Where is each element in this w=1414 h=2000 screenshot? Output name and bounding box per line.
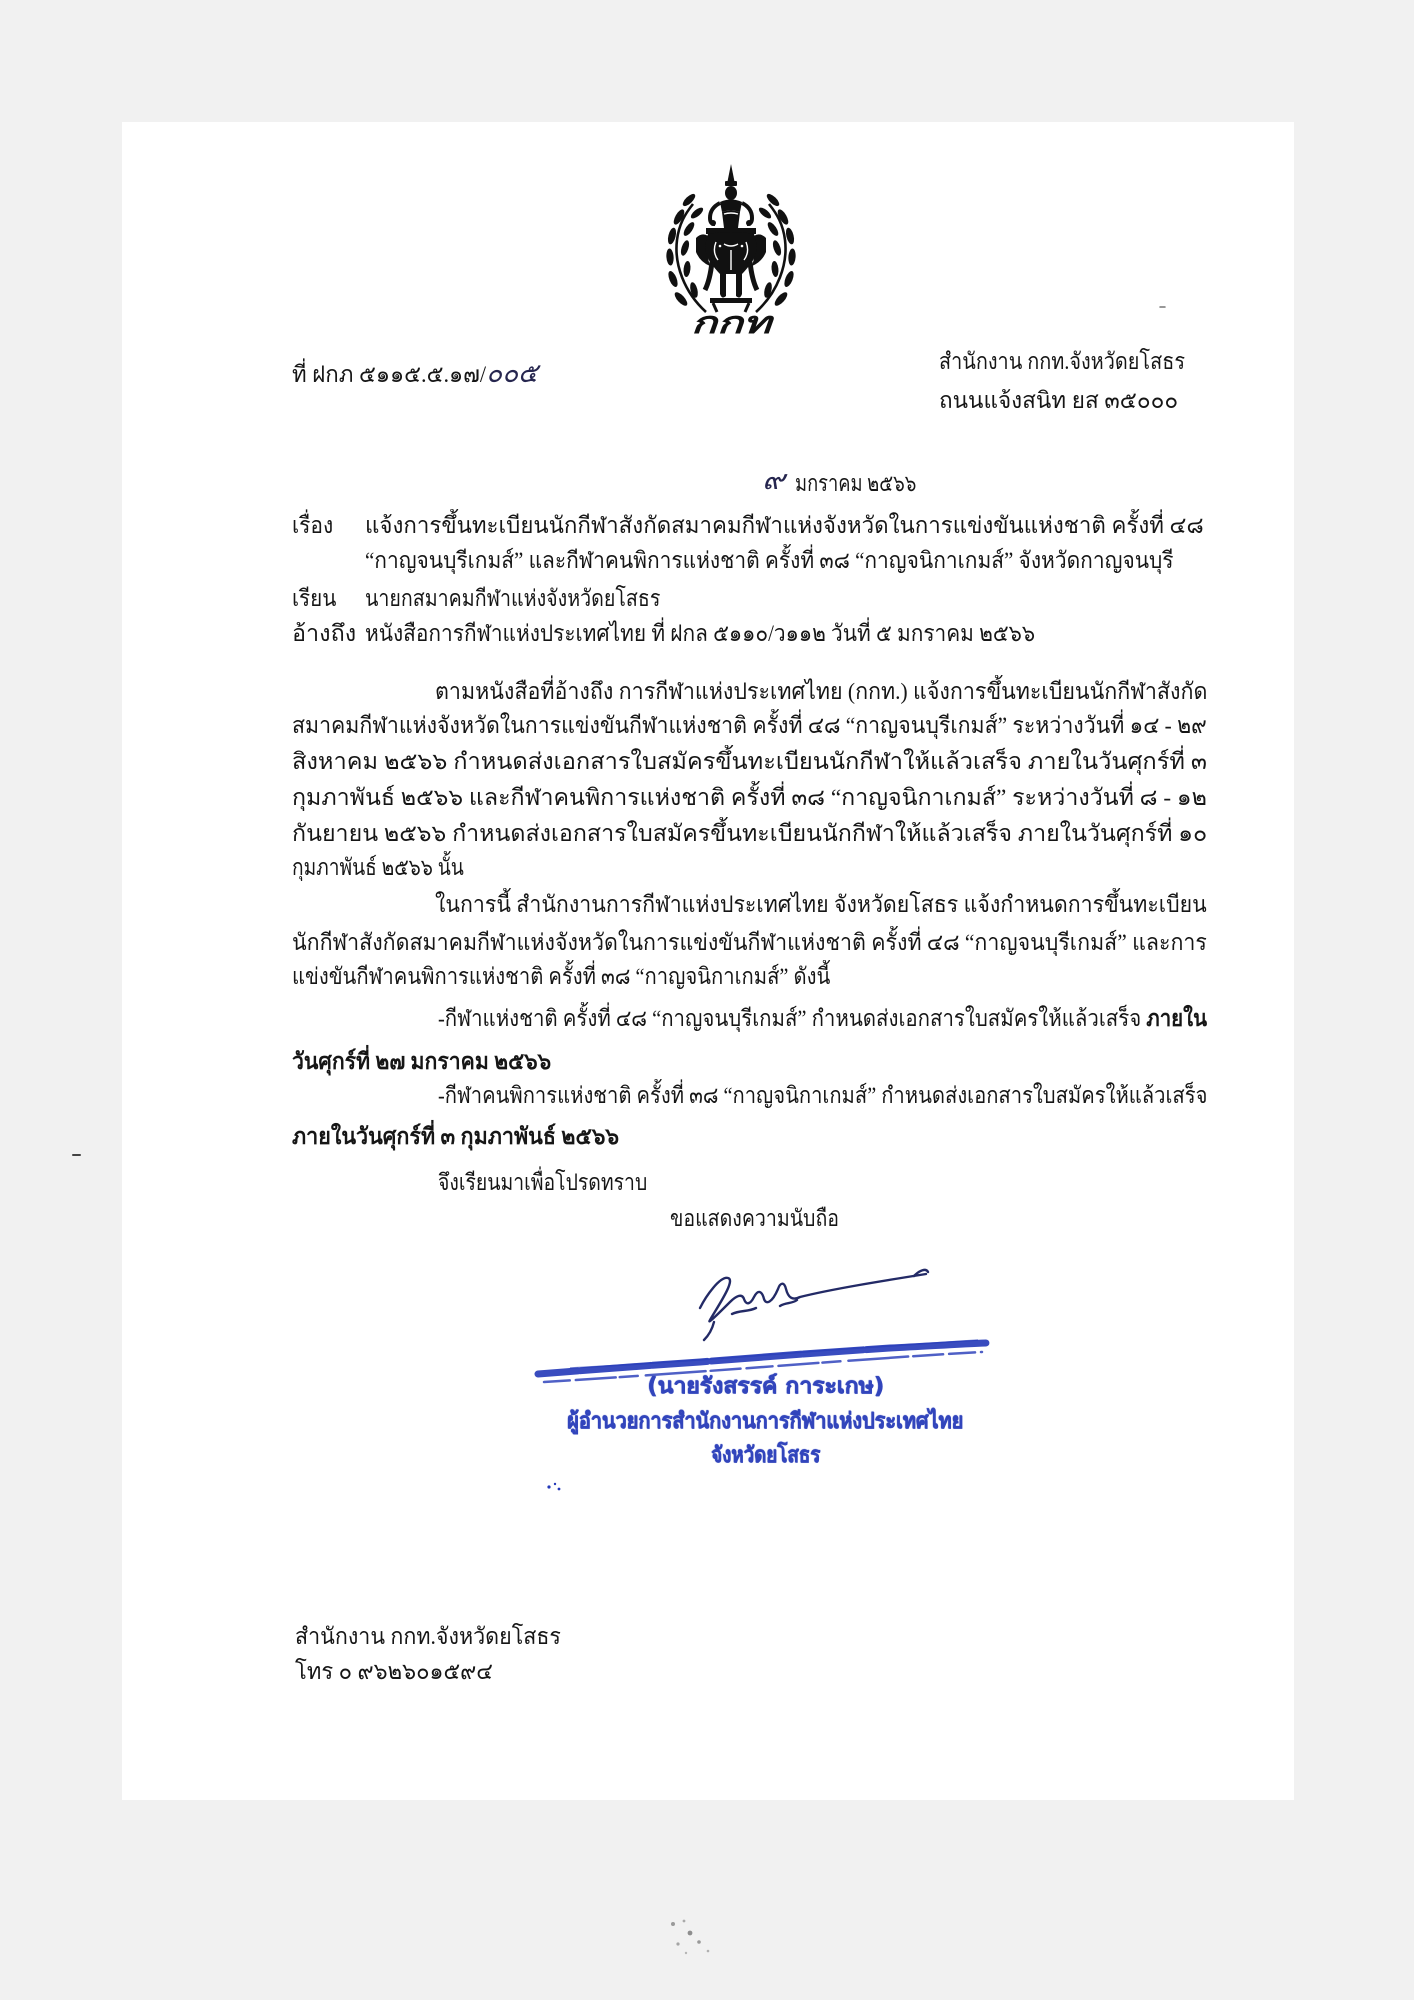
recipient-value-text: นายกสมาคมกีฬาแห่งจังหวัดยโสธร [365,586,661,611]
sat-emblem-logo [666,162,796,341]
signer-name-text: (นายรังสรรค์ การะเกษ) [647,1374,885,1399]
recipient-label-text: เรียน [292,586,337,611]
body-line-9-text: แข่งขันกีฬาคนพิการแห่งชาติ ครั้งที่ ๓๘ “กาญจนิกาเกมส์” ดังนี้ [292,964,831,989]
item-1-deadline [292,1046,551,1078]
office-address-line-2 [939,385,1178,417]
signer-position-text: ผู้อำนวยการสำนักงานการกีฬาแห่งประเทศไทย [567,1409,964,1434]
closing-salutation [670,1203,839,1235]
subject-line-1-text: แจ้งการขึ้นทะเบียนนักกีฬาสังกัดสมาคมกีฬาแห่งจังหวัดในการแข่งขันแห่งชาติ ครั้งที่ ๔๘ [365,513,1204,538]
subject-line-2 [365,545,1174,577]
item-1-bold-tail: ภายใน [1146,1006,1208,1031]
body-line-3-text: สิงหาคม ๒๕๖๖ กำหนดส่งเอกสารใบสมัครขึ้นทะเบียนนักกีฬาให้แล้วเสร็จ ภายในวันศุกร์ที่ ๓ [292,749,1207,774]
signer-position [567,1406,963,1438]
subject-label-text: เรื่อง [292,513,334,538]
body-line-7-text: ในการนี้ สำนักงานการกีฬาแห่งประเทศไทย จังหวัดยโสธร แจ้งกำหนดการขึ้นทะเบียน [435,892,1207,917]
reference-value [365,618,1035,650]
body-line-4 [292,782,1207,814]
item-2-text: -กีฬาคนพิการแห่งชาติ ครั้งที่ ๓๘ “กาญจนิกาเกมส์” กำหนดส่งเอกสารใบสมัครให้แล้วเสร็จ [438,1083,1208,1108]
item-1-text: -กีฬาแห่งชาติ ครั้งที่ ๔๘ “กาญจนบุรีเกมส์” กำหนดส่งเอกสารใบสมัครให้แล้วเสร็จ [438,1006,1142,1031]
document-number-prefix: ที่ ฝกภ ๕๑๑๕.๕.๑๗/ [292,362,487,387]
footer-phone [295,1656,493,1688]
item-1-text-group [438,1003,1207,1035]
body-conclusion-text: จึงเรียนมาเพื่อโปรดทราบ [438,1170,648,1195]
signer-name [647,1371,884,1403]
body-line-9 [292,961,830,993]
signer-province-text: จังหวัดยโสธร [711,1443,821,1468]
footer-office [295,1621,561,1653]
body-conclusion [438,1167,647,1199]
office-address-line-1 [939,346,1185,378]
item-2-deadline [292,1121,619,1153]
body-line-2 [292,710,1207,742]
body-line-2-text: สมาคมกีฬาแห่งจังหวัดในการแข่งขันกีฬาแห่งชาติ ครั้งที่ ๔๘ “กาญจนบุรีเกมส์” ระหว่างวันที่ ๑๔ - ๒๙ [292,713,1207,738]
subject-label [292,510,333,542]
body-line-7 [435,889,1207,921]
body-line-6 [292,852,464,884]
body-line-1-text: ตามหนังสือที่อ้างถึง การกีฬาแห่งประเทศไทย (กกท.) แจ้งการขึ้นทะเบียนนักกีฬาสังกัด [435,679,1208,704]
office-address-line-1-text: สำนักงาน กกท.จังหวัดยโสธร [939,349,1185,374]
letter-date-text: มกราคม ๒๕๖๖ [795,471,917,496]
logo-text: กกท [691,306,776,341]
subject-line-1 [365,510,1204,542]
reference-label [292,618,356,650]
body-line-3 [292,746,1207,778]
letter-date [795,468,916,500]
signer-province [711,1440,820,1472]
body-line-4-text: กุมภาพันธ์ ๒๕๖๖ และกีฬาคนพิการแห่งชาติ ครั้งที่ ๓๘ “กาญจนิกาเกมส์” ระหว่างวันที่ ๘ - ๑๒ [292,785,1207,810]
letter-date-day-handwritten: ๙ [762,465,785,496]
document-number-handwritten: ๐๐๕ [486,358,538,389]
erawan-figure [696,164,766,312]
body-line-5-text: กันยายน ๒๕๖๖ กำหนดส่งเอกสารใบสมัครขึ้นทะเบียนนักกีฬาให้แล้วเสร็จ ภายในวันศุกร์ที่ ๑๐ [292,821,1208,846]
recipient-value [365,583,660,615]
closing-salutation-text: ขอแสดงความนับถือ [670,1206,840,1231]
item-2-line [438,1080,1207,1112]
document-number-text [292,358,538,391]
footer-office-text: สำนักงาน กกท.จังหวัดยโสธร [295,1624,561,1649]
reference-label-text: อ้างถึง [292,621,357,646]
item-1-line [438,1003,1207,1035]
subject-line-2-text: “กาญจนบุรีเกมส์” และกีฬาคนพิการแห่งชาติ ครั้งที่ ๓๘ “กาญจนิกาเกมส์” จังหวัดกาญจนบุรี [365,548,1174,573]
recipient-label [292,583,336,615]
office-address-line-2-text: ถนนแจ้งสนิท ยส ๓๕๐๐๐ [939,388,1179,413]
body-line-8 [292,927,1207,959]
letter-date-day [762,465,786,497]
body-line-6-text: กุมภาพันธ์ ๒๕๖๖ นั้น [292,855,464,880]
document-number [292,358,538,390]
footer-phone-text: โทร ๐ ๙๖๒๖๐๑๕๙๔ [295,1659,493,1684]
body-line-5 [292,818,1207,850]
body-line-8-text: นักกีฬาสังกัดสมาคมกีฬาแห่งจังหวัดในการแข่งขันกีฬาแห่งชาติ ครั้งที่ ๔๘ “กาญจนบุรีเกมส์” และการ [292,930,1207,955]
reference-value-text: หนังสือการกีฬาแห่งประเทศไทย ที่ ฝกล ๕๑๑๐/ว๑๑๒ วันที่ ๕ มกราคม ๒๕๖๖ [365,621,1036,646]
body-line-1 [435,676,1207,708]
item-1-deadline-text: วันศุกร์ที่ ๒๗ มกราคม ๒๕๖๖ [292,1049,552,1074]
item-2-deadline-text: ภายในวันศุกร์ที่ ๓ กุมภาพันธ์ ๒๕๖๖ [292,1124,620,1149]
